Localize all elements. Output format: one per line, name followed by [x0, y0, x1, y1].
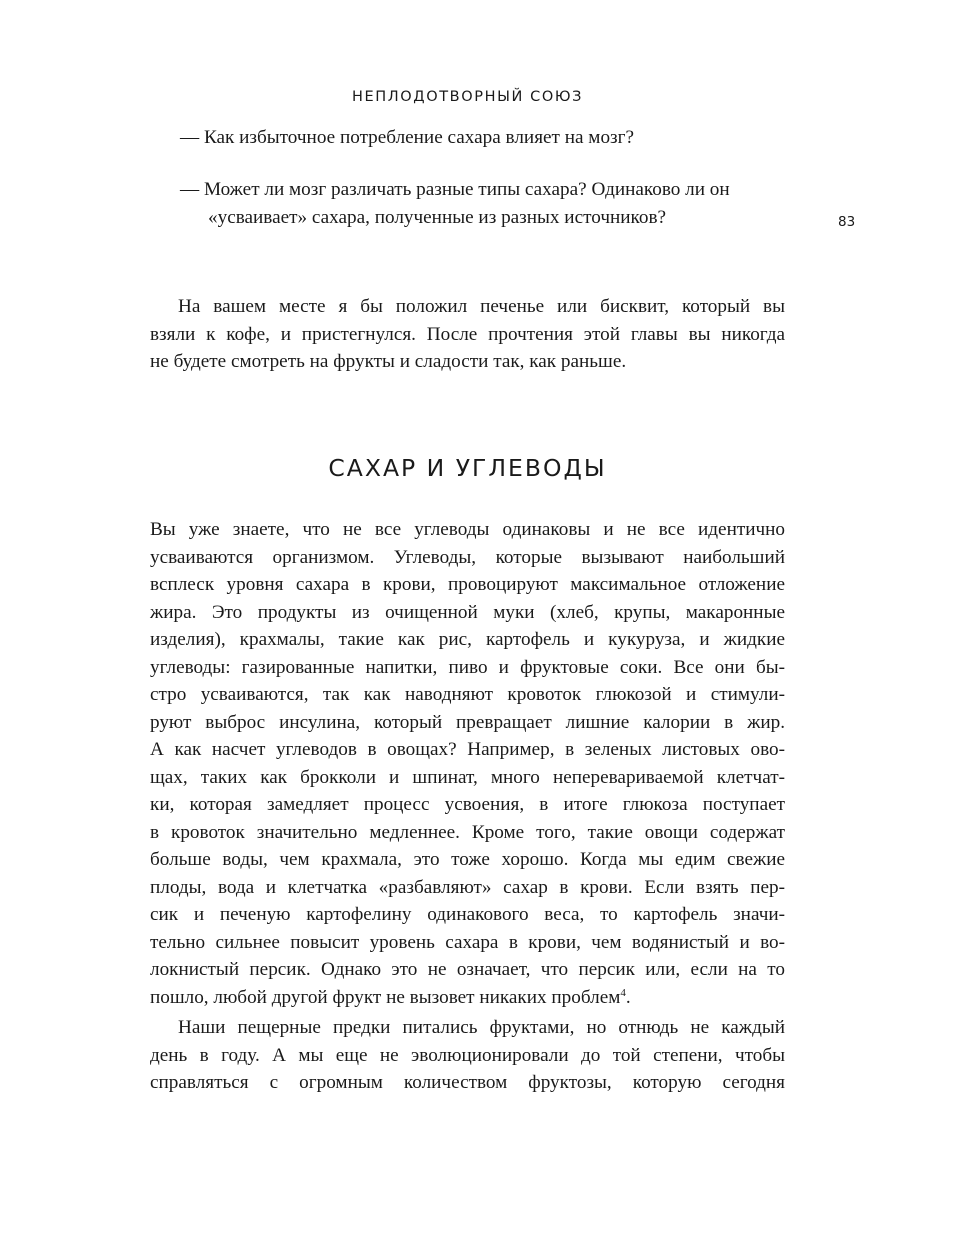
question-2-line-2: «усваивает» сахара, полученные из разных источников?: [208, 206, 667, 228]
body-paragraph-2: [150, 1014, 785, 1097]
text-line: углеводы: газированные напитки, пиво и фруктовые соки. Все они бы-: [150, 656, 785, 678]
intro-paragraph: [150, 293, 785, 376]
text-line: щах, таких как брокколи и шпинат, много неперевариваемой клетчат-: [150, 766, 785, 788]
page-number: 83: [838, 214, 856, 230]
text-line: справляться с огромным количеством фруктозы, которую сегодня: [150, 1072, 785, 1093]
text-line: взяли к кофе, и пристегнулся. После прочтения этой главы вы никогда: [150, 323, 785, 345]
text-line: изделия), крахмалы, такие как рис, картофель и кукуруза, и жидкие: [150, 629, 785, 650]
text-line: Наши пещерные предки питались фруктами, но отнюдь не каждый: [178, 1017, 785, 1038]
text-line: [150, 984, 785, 1012]
question-2: [180, 176, 785, 231]
section-heading: САХАР И УГЛЕВОДЫ: [328, 454, 607, 482]
text-line: жира. Это продукты из очищенной муки (хлеб, крупы, макаронные: [150, 601, 785, 623]
question-1: [180, 124, 785, 152]
text-line: день в году. А мы еще не эволюционировали до той степени, чтобы: [150, 1044, 785, 1066]
last-line-text: пошло, любой другой фрукт не вызовет никаких проблем: [150, 986, 621, 1008]
last-line-end: .: [625, 986, 631, 1008]
question-2-line-1: — Может ли мозг различать разные типы сахара? Одинаково ли он: [180, 179, 730, 200]
text-line: в кровоток значительно медленнее. Кроме того, такие овощи содержат: [150, 821, 785, 843]
text-line: А как насчет углеводов в овощах? Например, в зеленых листовых ово-: [150, 739, 785, 760]
text-line: усваиваются организмом. Углеводы, которые вызывают наибольший: [150, 546, 785, 568]
text-line: руют выброс инсулина, который превращает лишние калории в жир.: [150, 711, 785, 733]
text-line: стро усваиваются, так как наводняют кровоток глюкозой и стимули-: [150, 684, 785, 705]
text-line: ки, которая замедляет процесс усвоения, в итоге глюкоза поступает: [150, 794, 785, 815]
footnote-reference[interactable]: 4: [620, 986, 626, 999]
text-line: всплеск уровня сахара в крови, провоцируют максимальное отложение: [150, 574, 785, 595]
text-line: Вы уже знаете, что не все углеводы одинаковы и не все идентично: [150, 519, 785, 540]
text-line: сик и печеную картофелину одинакового веса, то картофель значи-: [150, 904, 785, 925]
text-line: тельно сильнее повысит уровень сахара в крови, чем водянистый и во-: [150, 931, 785, 953]
text-line: локнистый персик. Однако это не означает, что персик или, если на то: [150, 959, 785, 980]
text-line: плоды, вода и клетчатка «разбавляют» сахар в крови. Если взять пер-: [150, 876, 785, 898]
question-1-text: — Как избыточное потребление сахара влияет на мозг?: [180, 127, 635, 148]
running-title: НЕПЛОДОТВОРНЫЙ СОЮЗ: [351, 89, 584, 105]
text-line: больше воды, чем крахмала, это тоже хорошо. Когда мы едим свежие: [150, 849, 785, 870]
body-paragraph-1: [150, 516, 785, 1011]
text-line: не будете смотреть на фрукты и сладости так, как раньше.: [150, 351, 627, 372]
text-line: На вашем месте я бы положил печенье или бисквит, который вы: [178, 296, 785, 317]
